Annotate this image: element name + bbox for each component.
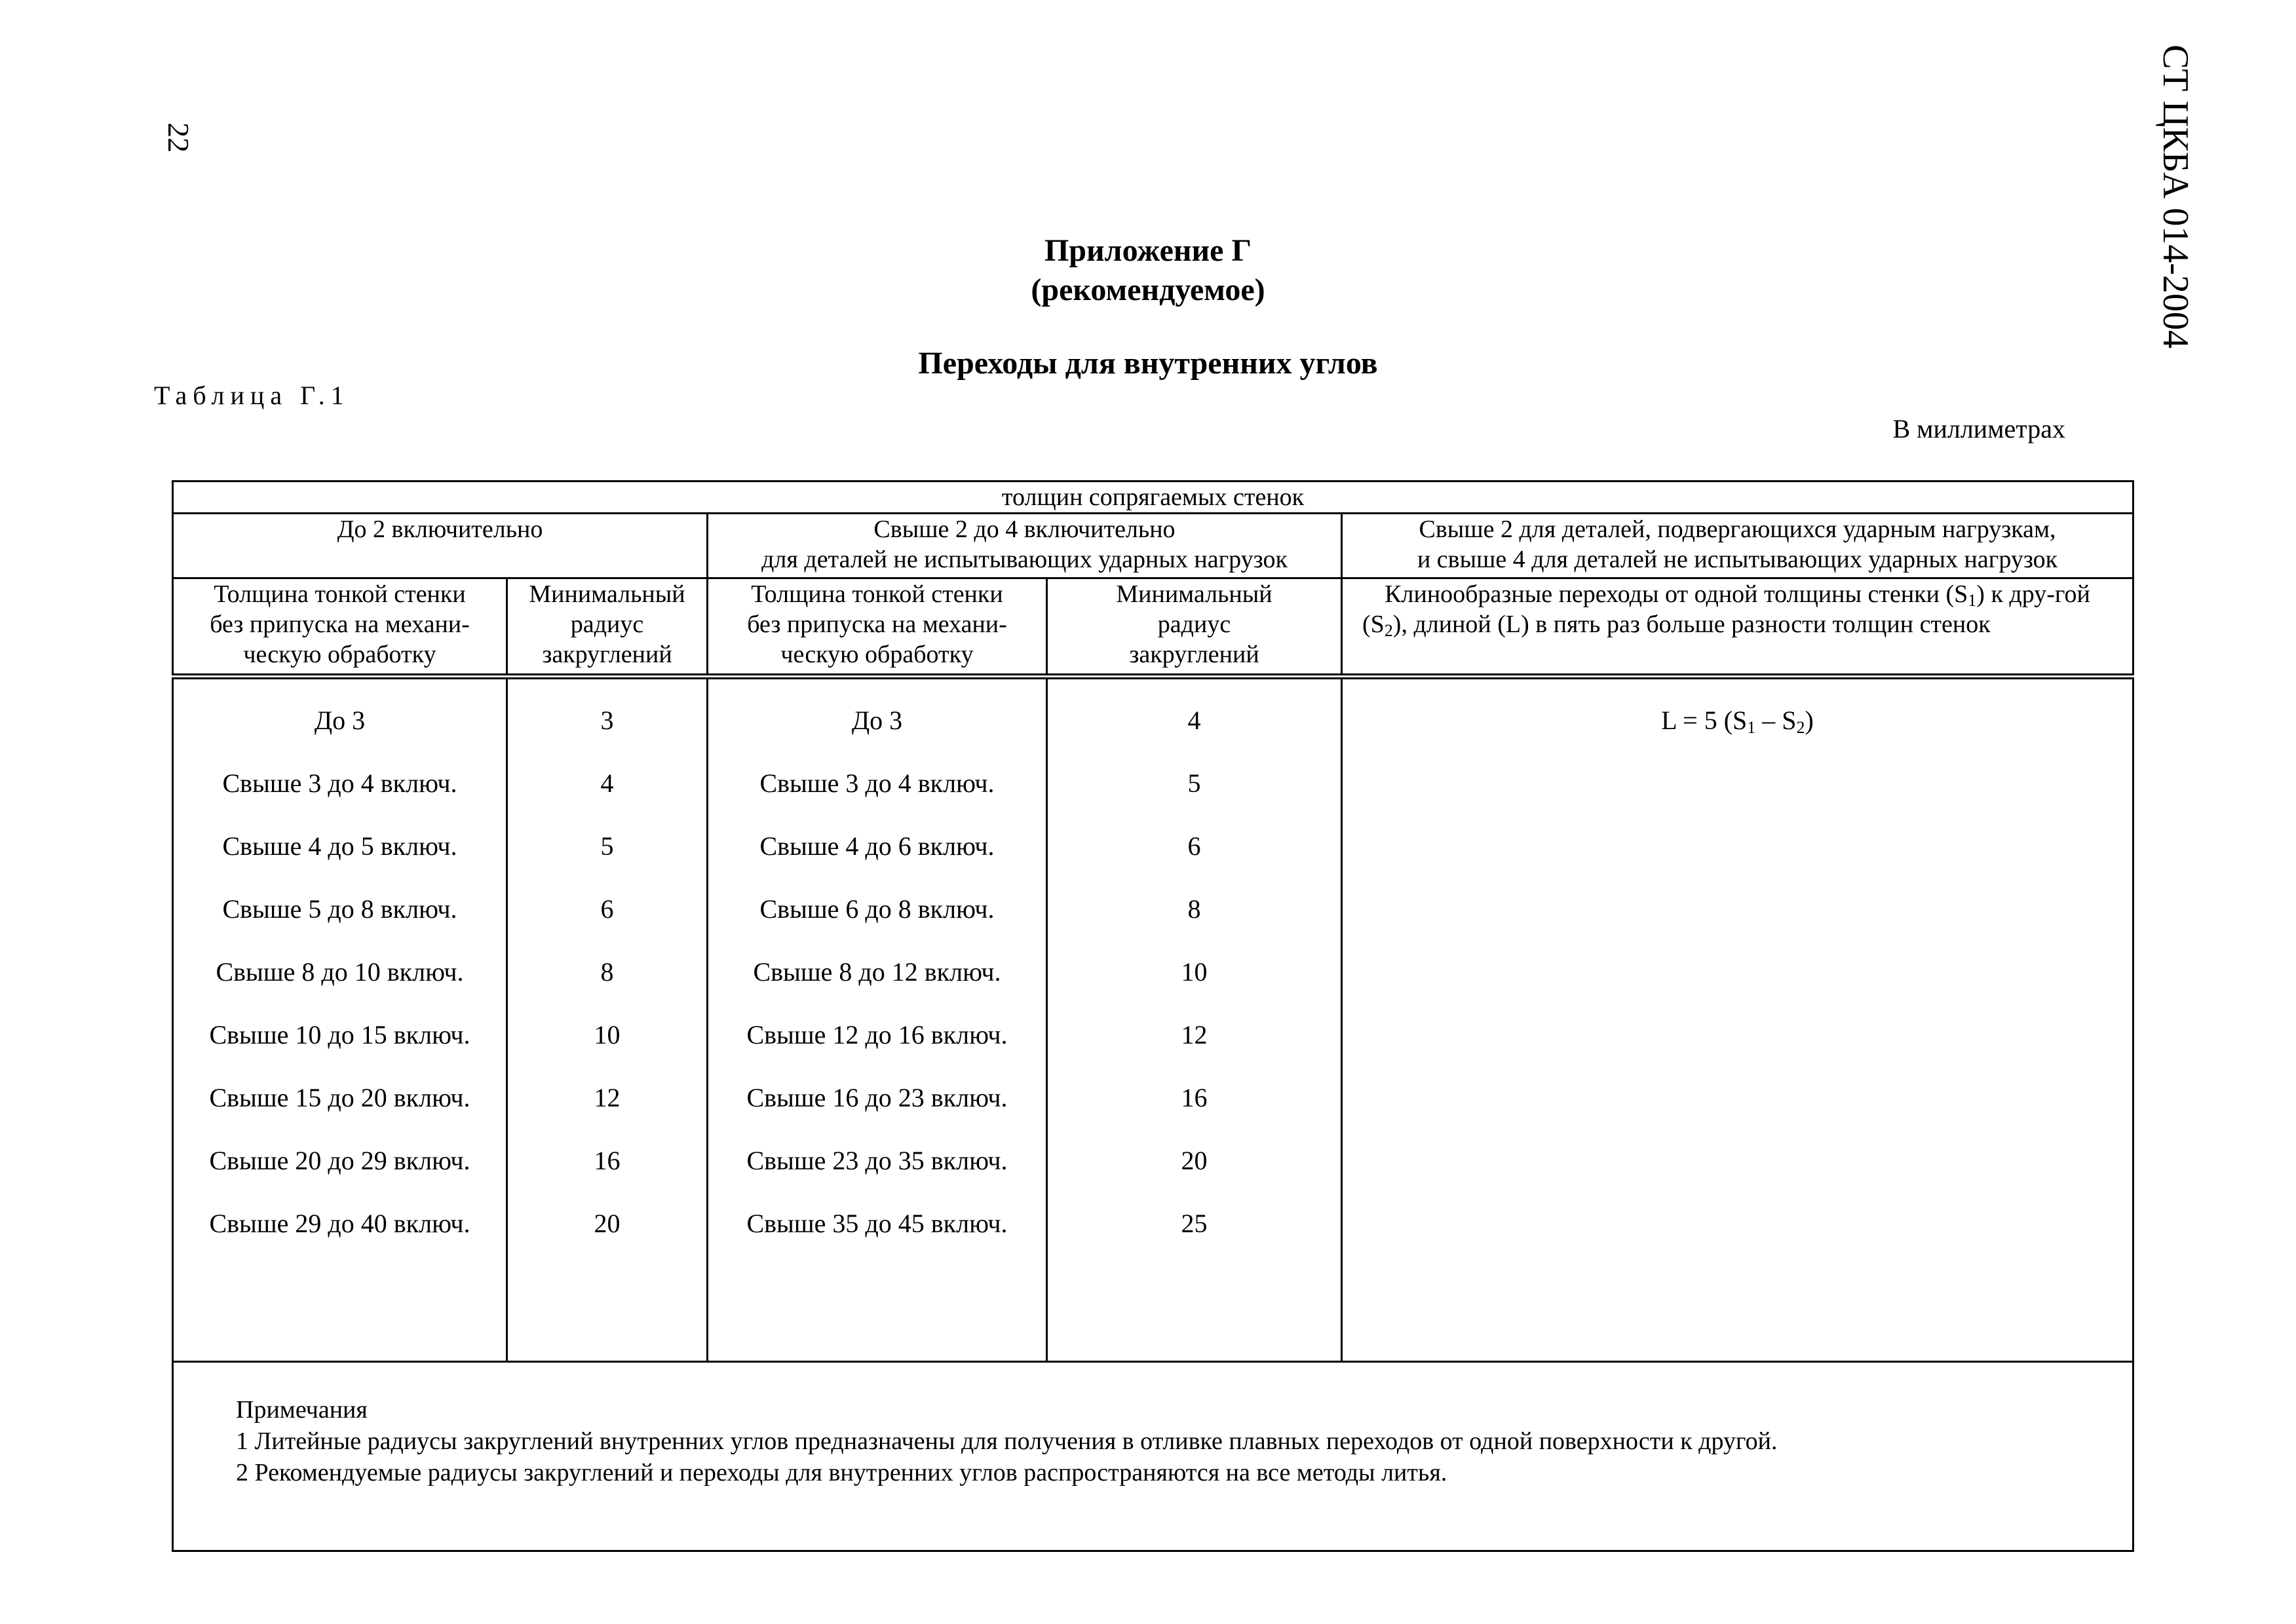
- table-cell-thickness: Свыше 6 до 8 включ.: [759, 894, 995, 924]
- table-cell-radius: 25: [1181, 1209, 1208, 1238]
- units-note: В миллиметрах: [1892, 414, 2065, 444]
- page-number: 22: [162, 123, 195, 153]
- column-header-row: [173, 578, 2133, 677]
- col-radius-1: Минимальный радиус закруглений: [507, 578, 708, 677]
- note-2: 2 Рекомендуемые радиусы закруглений и переходы для внутренних углов распространяются на все методы литья.: [236, 1459, 1447, 1486]
- table-cell-radius: 6: [600, 894, 614, 924]
- notes-heading: Примечания: [236, 1396, 368, 1424]
- col-thickness-2: Толщина тонкой стенки без припуска на механи- ческую обработку: [708, 578, 1047, 677]
- table-cell-radius: 16: [594, 1146, 621, 1175]
- table-cell-radius: 12: [594, 1083, 621, 1112]
- table-cell-radius: 8: [1187, 894, 1201, 924]
- table-cell-radius: 3: [600, 706, 614, 735]
- group2-thickness-list: [708, 677, 1047, 1362]
- group1-thickness-list: [173, 677, 507, 1362]
- notes-row: [173, 1362, 2133, 1551]
- table-cell-thickness: Свыше 20 до 29 включ.: [209, 1146, 470, 1175]
- table-cell-radius: 5: [1187, 768, 1201, 798]
- wedge-formula-cell: [1342, 677, 2133, 1362]
- table-cell-radius: 20: [594, 1209, 621, 1238]
- table-cell-radius: 16: [1181, 1083, 1208, 1112]
- group1-radius-list: [507, 677, 708, 1362]
- table-cell-thickness: Свыше 8 до 10 включ.: [216, 957, 464, 987]
- appendix-title: Приложение Г: [1044, 233, 1252, 268]
- table-cell-radius: 6: [1187, 831, 1201, 861]
- top-header-cell: толщин сопрягаемых стенок: [173, 482, 2133, 514]
- table-cell-thickness: Свыше 3 до 4 включ.: [222, 768, 457, 798]
- table-cell-thickness: До 3: [851, 706, 903, 735]
- table-cell-thickness: Свыше 12 до 16 включ.: [746, 1020, 1008, 1049]
- note-1: 1 Литейные радиусы закруглений внутренних углов предназначены для получения в отливке плавных переходов от одной поверхности к другой.: [236, 1427, 1778, 1455]
- document-code: СТ ЦКБА 014-2004: [2155, 45, 2196, 349]
- table-cell-radius: 10: [594, 1020, 621, 1049]
- col-wedge-transitions: Клинообразные переходы от одной толщины стенки $(S_1)$ к дру-гой $(S_2)$, длиной (L) в пять раз больше разности толщин стенок: [1342, 578, 2133, 677]
- table-cell-thickness: Свыше 16 до 23 включ.: [746, 1083, 1008, 1112]
- table-cell-thickness: Свыше 8 до 12 включ.: [753, 957, 1001, 987]
- table-cell-thickness: Свыше 5 до 8 включ.: [222, 894, 457, 924]
- table-cell-radius: 5: [600, 831, 614, 861]
- section-title: Переходы для внутренних углов: [918, 346, 1378, 381]
- table-label: Таблица Г.1: [154, 381, 350, 410]
- appendix-status: (рекомендуемое): [1031, 273, 1265, 307]
- wedge-formula: L = 5 $(S_1 - S_2)$: [1661, 706, 1814, 737]
- radius-table: [172, 480, 2134, 1552]
- table-cell-radius: 10: [1181, 957, 1208, 987]
- table-cell-radius: 8: [600, 957, 614, 987]
- group2-header: Свыше 2 до 4 включительно для деталей не испытывающих ударных нагрузок: [708, 514, 1342, 578]
- table-cell-thickness: До 3: [314, 706, 366, 735]
- table-cell-thickness: Свыше 23 до 35 включ.: [746, 1146, 1008, 1175]
- group2-radius-list: [1047, 677, 1342, 1362]
- table-cell-thickness: Свыше 35 до 45 включ.: [746, 1209, 1008, 1238]
- table-cell-radius: 20: [1181, 1146, 1208, 1175]
- group1-header: До 2 включительно: [173, 514, 708, 578]
- group-header-row: [173, 514, 2133, 578]
- table-data-row: [173, 677, 2133, 1362]
- table-cell-thickness: Свыше 4 до 6 включ.: [759, 831, 995, 861]
- table-cell-radius: 4: [1187, 706, 1201, 735]
- table-cell-thickness: Свыше 3 до 4 включ.: [759, 768, 995, 798]
- table-cell-radius: 4: [600, 768, 614, 798]
- col-radius-2: Минимальный радиус закруглений: [1047, 578, 1342, 677]
- table-cell-thickness: Свыше 15 до 20 включ.: [209, 1083, 470, 1112]
- col-thickness-1: Толщина тонкой стенки без припуска на механи- ческую обработку: [173, 578, 507, 677]
- notes-cell: [173, 1362, 2133, 1551]
- table-header-row: [173, 482, 2133, 514]
- table-cell-thickness: Свыше 10 до 15 включ.: [209, 1020, 470, 1049]
- group3-header: Свыше 2 для деталей, подвергающихся ударным нагрузкам, и свыше 4 для деталей не испытывающих ударных нагрузок: [1342, 514, 2133, 578]
- table-cell-radius: 12: [1181, 1020, 1208, 1049]
- table-cell-thickness: Свыше 4 до 5 включ.: [222, 831, 457, 861]
- table-cell-thickness: Свыше 29 до 40 включ.: [209, 1209, 470, 1238]
